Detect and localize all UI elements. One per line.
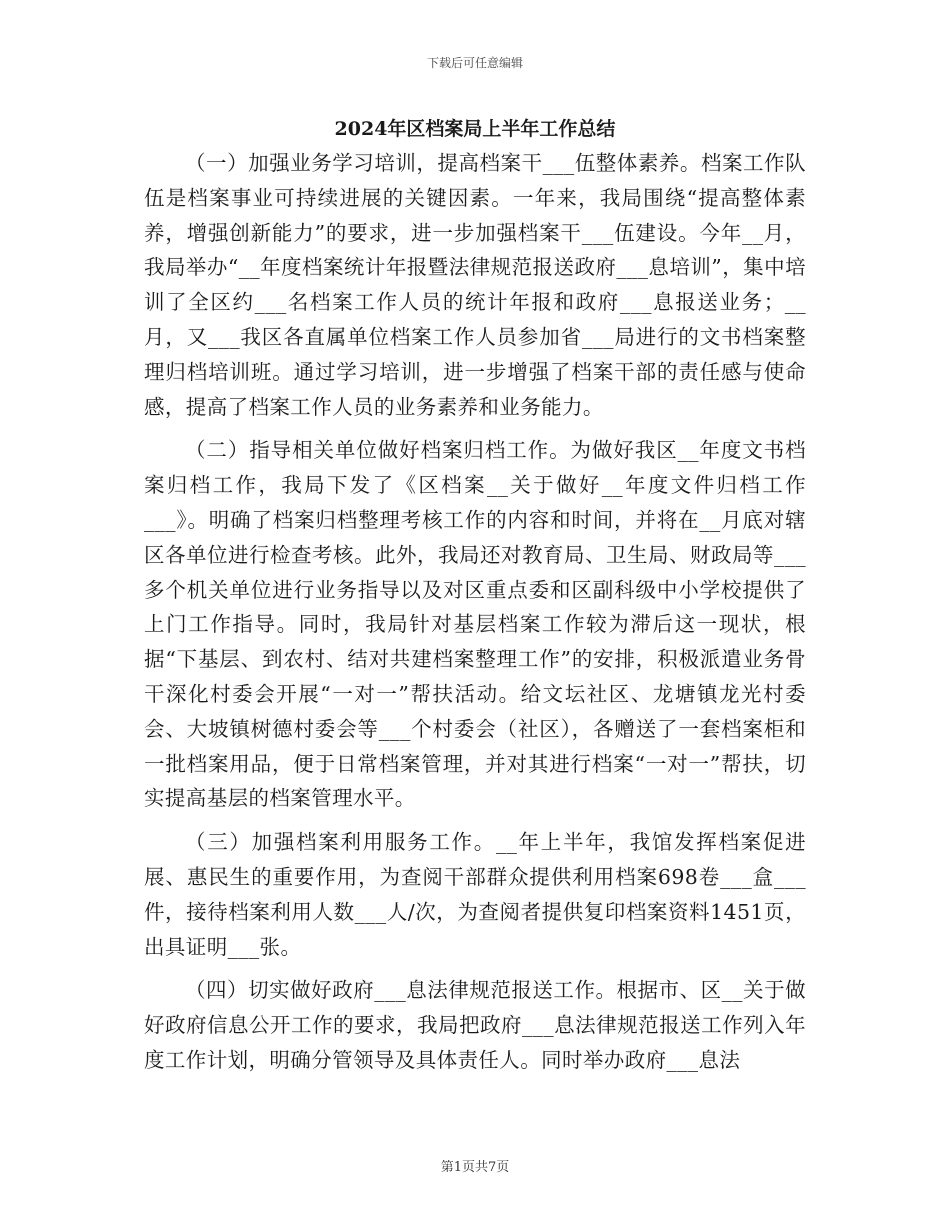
paragraph-3: （三）加强档案利用服务工作。__年上半年，我馆发挥档案促进展、惠民生的重要作用，为查阅干部群众提供利用档案698卷___盒___件，接待档案利用人数___人/次，为查阅者提供复印档案资料1451页，出具证明___张。 xyxy=(144,830,806,959)
page-number: 第1页共7页 xyxy=(440,1160,510,1175)
paragraph-1: （一）加强业务学习培训，提高档案干___伍整体素养。档案工作队伍是档案事业可持续进展的关键因素。一年来，我局围绕“提高整体素养，增强创新能力”的要求，进一步加强档案干___伍建设。今年__月，我局举办“__年度档案统计年报暨法律规范报送政府___息培训”，集中培训了全区约___名档案工作人员的统计年报和政府___息报送业务；__月，又___我区各直属单位档案工作人员参加省___局进行的文书档案整理归档培训班。通过学习培训，进一步增强了档案干部的责任感与使命感，提高了档案工作人员的业务素养和业务能力。 xyxy=(144,151,806,419)
paragraph-4: （四）切实做好政府___息法律规范报送工作。根据市、区__关于做好政府信息公开工作的要求，我局把政府___息法律规范报送工作列入年度工作计划，明确分管领导及具体责任人。同时举办政府___息法 xyxy=(144,978,806,1072)
paragraph-2: （二）指导相关单位做好档案归档工作。为做好我区__年度文书档案归档工作，我局下发了《区档案__关于做好__年度文件归档工作___》。明确了档案归档整理考核工作的内容和时间，并将在__月底对辖区各单位进行检查考核。此外，我局还对教育局、卫生局、财政局等___多个机关单位进行业务指导以及对区重点委和区副科级中小学校提供了上门工作指导。同时，我局针对基层档案工作较为滞后这一现状，根据“下基层、到农村、结对共建档案整理工作”的安排，积极派遣业务骨干深化村委会开展“一对一”帮扶活动。给文坛社区、龙塘镇龙光村委会、大坡镇树德村委会等___个村委会（社区），各赠送了一套档案柜和一批档案用品，便于日常档案管理，并对其进行档案“一对一”帮扶，切实提高基层的档案管理水平。 xyxy=(144,438,806,811)
document-title: 2024年区档案局上半年工作总结 xyxy=(334,118,616,140)
document-body xyxy=(144,146,806,1087)
header-note: 下载后可任意编辑 xyxy=(426,56,523,70)
